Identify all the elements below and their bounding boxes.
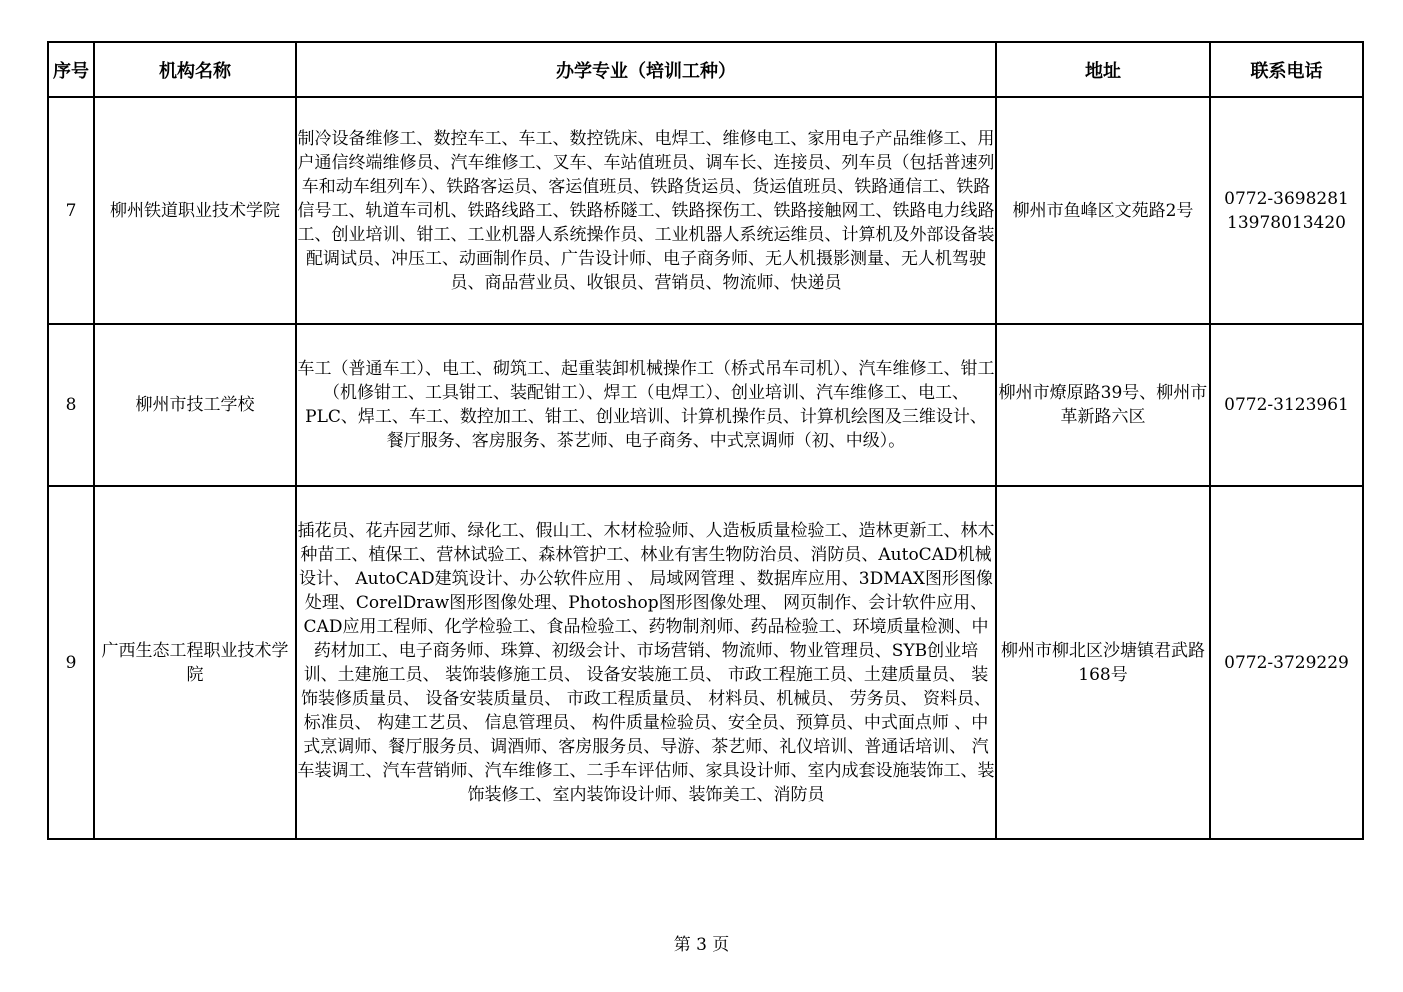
row-address: 柳州市燎原路39号、柳州市革新路六区 <box>996 324 1210 486</box>
row-address: 柳州市鱼峰区文苑路2号 <box>996 97 1210 324</box>
row-seq: 8 <box>48 324 94 486</box>
row-address: 柳州市柳北区沙塘镇君武路168号 <box>996 486 1210 839</box>
phone-number: 0772-3698281 <box>1224 188 1349 209</box>
row-seq: 9 <box>48 486 94 839</box>
table-header-row <box>48 42 1363 97</box>
phone-number: 0772-3729229 <box>1224 652 1349 673</box>
row-phone <box>1210 324 1363 486</box>
row-institution-name: 广西生态工程职业技术学院 <box>94 486 296 839</box>
row-majors: 制冷设备维修工、数控车工、车工、数控铣床、电焊工、维修电工、家用电子产品维修工、用户通信终端维修员、汽车维修工、叉车、车站值班员、调车长、连接员、列车员（包括普速列车和动车组列车）、铁路客运员、客运值班员、铁路货运员、货运值班员、铁路通信工、铁路信号工、轨道车司机、铁路线路工、铁路桥隧工、铁路探伤工、铁路接触网工、铁路电力线路工、创业培训、钳工、工业机器人系统操作员、工业机器人系统运维员、计算机及外部设备装配调试员、冲压工、动画制作员、广告设计师、电子商务师、无人机摄影测量、无人机驾驶员、商品营业员、收银员、营销员、物流师、快递员 <box>296 97 996 324</box>
table-row <box>48 486 1363 839</box>
row-phone <box>1210 486 1363 839</box>
row-seq: 7 <box>48 97 94 324</box>
table-row <box>48 324 1363 486</box>
row-majors: 插花员、花卉园艺师、绿化工、假山工、木材检验师、人造板质量检验工、造林更新工、林木种苗工、植保工、营林试验工、森林管护工、林业有害生物防治员、消防员、AutoCAD机械设计、 AutoCAD建筑设计、办公软件应用 、 局域网管理 、数据库应用、3DMAX图形图像处理、CorelDraw图形图像处理、Photoshop图形图像处理、 网页制作、会计软件应用、CAD应用工程师、化学检验工、食品检验工、药物制剂师、药品检验工、环境质量检测、中药材加工、电子商务师、珠算、初级会计、市场营销、物流师、物业管理员、SYB创业培训、土建施工员、 装饰装修施工员、 设备安装施工员、 市政工程施工员、土建质量员、 装饰装修质量员、 设备安装质量员、 市政工程质量员、 材料员、机械员、 劳务员、 资料员、 标准员、 构建工艺员、 信息管理员、 构件质量检验员、安全员、预算员、中式面点师 、中式烹调师、餐厅服务员、调酒师、客房服务员、导游、茶艺师、礼仪培训、普通话培训、 汽车装调工、汽车营销师、汽车维修工、二手车评估师、家具设计师、室内成套设施装饰工、装饰装修工、室内装饰设计师、装饰美工、消防员 <box>296 486 996 839</box>
phone-number: 0772-3123961 <box>1224 395 1349 415</box>
header-name: 机构名称 <box>94 42 296 97</box>
header-phone: 联系电话 <box>1210 42 1363 97</box>
row-institution-name: 柳州市技工学校 <box>94 324 296 486</box>
header-seq: 序号 <box>48 42 94 97</box>
page-number: 第 3 页 <box>673 935 730 955</box>
header-address: 地址 <box>996 42 1210 97</box>
institution-table <box>47 41 1364 840</box>
phone-number: 13978013420 <box>1227 212 1346 233</box>
row-institution-name: 柳州铁道职业技术学院 <box>94 97 296 324</box>
header-major: 办学专业（培训工种） <box>296 42 996 97</box>
table-row <box>48 97 1363 324</box>
row-phone <box>1210 97 1363 324</box>
row-majors: 车工（普通车工）、电工、砌筑工、起重装卸机械操作工（桥式吊车司机）、汽车维修工、钳工（机修钳工、工具钳工、装配钳工）、焊工（电焊工）、创业培训、汽车维修工、电工、PLC、焊工、车工、数控加工、钳工、创业培训、计算机操作员、计算机绘图及三维设计、餐厅服务、客房服务、茶艺师、电子商务、中式烹调师（初、中级）。 <box>296 324 996 486</box>
